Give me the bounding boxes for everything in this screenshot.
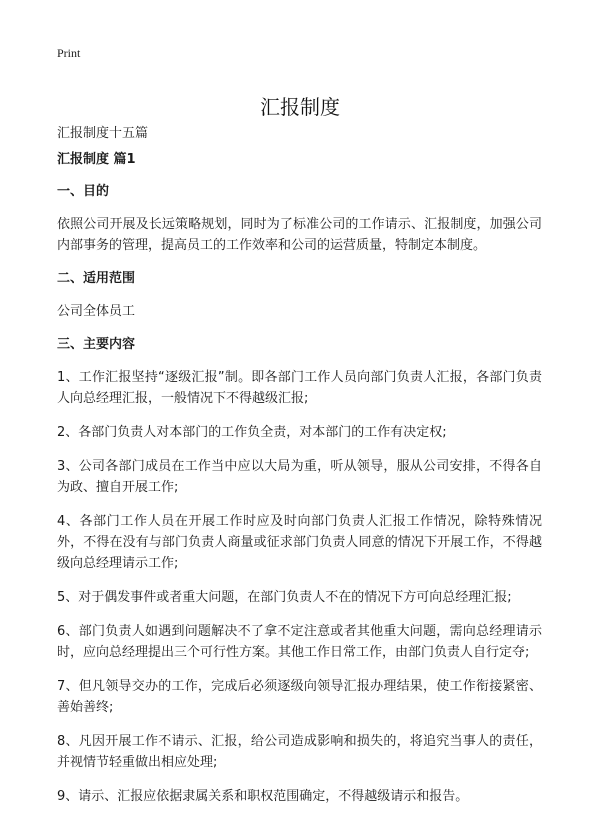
list-item: 1、工作汇报坚持“逐级汇报”制。即各部门工作人员向部门负责人汇报，各部门负责人向总经理汇报，一般情况下不得越级汇报;: [57, 370, 542, 406]
paragraph-purpose: 依照公司开展及长远策略规划，同时为了标准公司的工作请示、汇报制度，加强公司内部事务的管理，提高员工的工作效率和公司的运营质量，特制定本制度。: [57, 217, 542, 253]
list-item: 9、请示、汇报应依据隶属关系和职权范围确定，不得越级请示和报告。: [57, 789, 469, 804]
print-label: Print: [57, 46, 81, 60]
section-title: 汇报制度 篇1: [57, 152, 136, 167]
list-item: 7、但凡领导交办的工作，完成后必须逐级向领导汇报办理结果，使工作衔接紧密、善始善终;: [57, 679, 542, 715]
list-item: 2、各部门负责人对本部门的工作负全责，对本部门的工作有决定权;: [57, 425, 447, 440]
list-item: 6、部门负责人如遇到问题解决不了拿不定注意或者其他重大问题，需向总经理请示时，应向总经理提出三个可行性方案。其他工作日常工作，由部门负责人自行定夺;: [57, 624, 542, 660]
list-item: 5、对于偶发事件或者重大问题，在部门负责人不在的情况下方可向总经理汇报;: [57, 590, 512, 605]
heading-purpose: 一、目的: [57, 184, 110, 199]
document-body: [57, 150, 542, 820]
document-title: 汇报制度: [260, 95, 340, 120]
document-subtitle: 汇报制度十五篇: [57, 126, 149, 141]
paragraph-scope: 公司全体员工: [57, 304, 136, 319]
heading-scope: 二、适用范围: [57, 271, 136, 286]
list-item: 3、公司各部门成员在工作当中应以大局为重，听从领导，服从公司安排，不得各自为政、擅自开展工作;: [57, 459, 542, 495]
heading-content: 三、主要内容: [57, 337, 136, 352]
list-item: 8、凡因开展工作不请示、汇报，给公司造成影响和损失的，将追究当事人的责任，并视情节轻重做出相应处理;: [57, 734, 542, 770]
list-item: 4、各部门工作人员在开展工作时应及时向部门负责人汇报工作情况，除特殊情况外，不得在没有与部门负责人商量或征求部门负责人同意的情况下开展工作，不得越级向总经理请示工作;: [57, 514, 542, 571]
